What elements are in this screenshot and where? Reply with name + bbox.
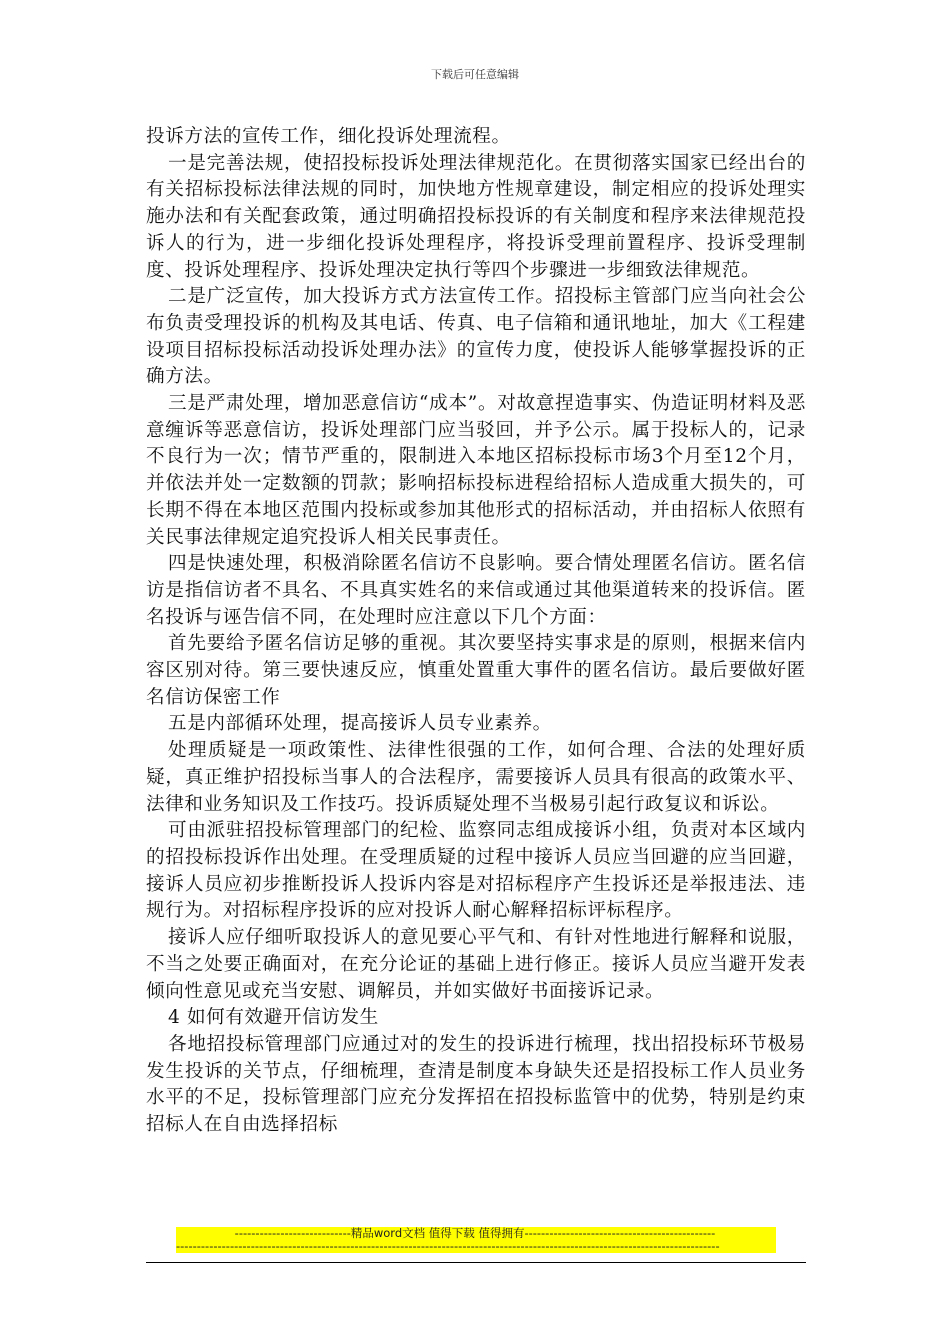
footer-banner [176,1227,776,1253]
paragraph-0: 投诉方法的宣传工作，细化投诉处理流程。 [146,126,511,147]
page-header-note: 下载后可任意编辑 [431,68,519,81]
document-body [146,124,806,1139]
footer-banner-dashes: ----------------------------------------------------------------------------------------------------------------------------------- [176,1240,720,1253]
paragraph-9: 接诉人应仔细听取投诉人的意见要心平气和、有针对性地进行解释和说服，不当之处要正确面对，在充分论证的基础上进行修正。接诉人员应当避开发表倾向性意见或充当安慰、调解员，并如实做好书面接诉记录。 [146,927,806,1002]
paragraph-6: 五是内部循环处理，提高接诉人员专业素养。 [168,713,552,735]
paragraph-7: 处理质疑是一项政策性、法律性很强的工作，如何合理、合法的处理好质疑，真正维护招投标当事人的合法程序，需要接诉人员具有很高的政策水平、法律和业务知识及工作技巧。投诉质疑处理不当极易引起行政复议和诉讼。 [146,740,806,815]
section-heading: 4 如何有效避开信访发生 [168,1007,379,1029]
footer-rule [146,1262,806,1263]
paragraph-8: 可由派驻招投标管理部门的纪检、监察同志组成接诉小组，负责对本区域内的招投标投诉作出处理。在受理质疑的过程中接诉人员应当回避的应当回避，接诉人员应初步推断投诉人投诉内容是对招标程序产生投诉还是举报违法、违规行为。对招标程序投诉的应对投诉人耐心解释招标评标程序。 [146,820,806,922]
paragraph-3: 三是严肃处理，增加恶意信访“成本”。对故意捏造事实、伪造证明材料及恶意缠诉等恶意信访，投诉处理部门应当驳回，并予公示。属于投标人的，记录不良行为一次；情节严重的，限制进入本地区招标投标市场3个月至12个月，并依法并处一定数额的罚款；影响招标投标进程给招标人造成重大损失的，可长期不得在本地区范围内投标或参加其他形式的招标活动，并由招标人依照有关民事法律规定追究投诉人相关民事责任。 [146,393,806,548]
paragraph-2: 二是广泛宣传，加大投诉方式方法宣传工作。招投标主管部门应当向社会公布负责受理投诉的机构及其电话、传真、电子信箱和通讯地址，加大《工程建设项目招标投标活动投诉处理办法》的宣传力度，使投诉人能够掌握投诉的正确方法。 [146,286,806,388]
paragraph-11: 各地招投标管理部门应通过对的发生的投诉进行梳理，找出招投标环节极易发生投诉的关节点，仔细梳理，查清是制度本身缺失还是招投标工作人员业务水平的不足，投标管理部门应充分发挥招在招投标监管中的优势，特别是约束招标人在自由选择招标 [146,1033,806,1136]
paragraph-4: 四是快速处理，积极消除匿名信访不良影响。要合情处理匿名信访。匿名信访是指信访者不具名、不具真实姓名的来信或通过其他渠道转来的投诉信。匿名投诉与诬告信不同，在处理时应注意以下几个方面： [146,553,806,628]
paragraph-5: 首先要给予匿名信访足够的重视。其次要坚持实事求是的原则，根据来信内容区别对待。第三要快速反应，慎重处置重大事件的匿名信访。最后要做好匿名信访保密工作 [146,633,806,708]
footer-banner-text: ----------------------------精品word文档 值得下载 值得拥有---------------------------------------------- [234,1227,716,1240]
paragraph-1: 一是完善法规，使招投标投诉处理法律规范化。在贯彻落实国家已经出台的有关招标投标法律法规的同时，加快地方性规章建设，制定相应的投诉处理实施办法和有关配套政策，通过明确招投标投诉的有关制度和程序来法律规范投诉人的行为，进一步细化投诉处理程序，将投诉受理前置程序、投诉受理制度、投诉处理程序、投诉处理决定执行等四个步骤进一步细致法律规范。 [146,152,806,281]
